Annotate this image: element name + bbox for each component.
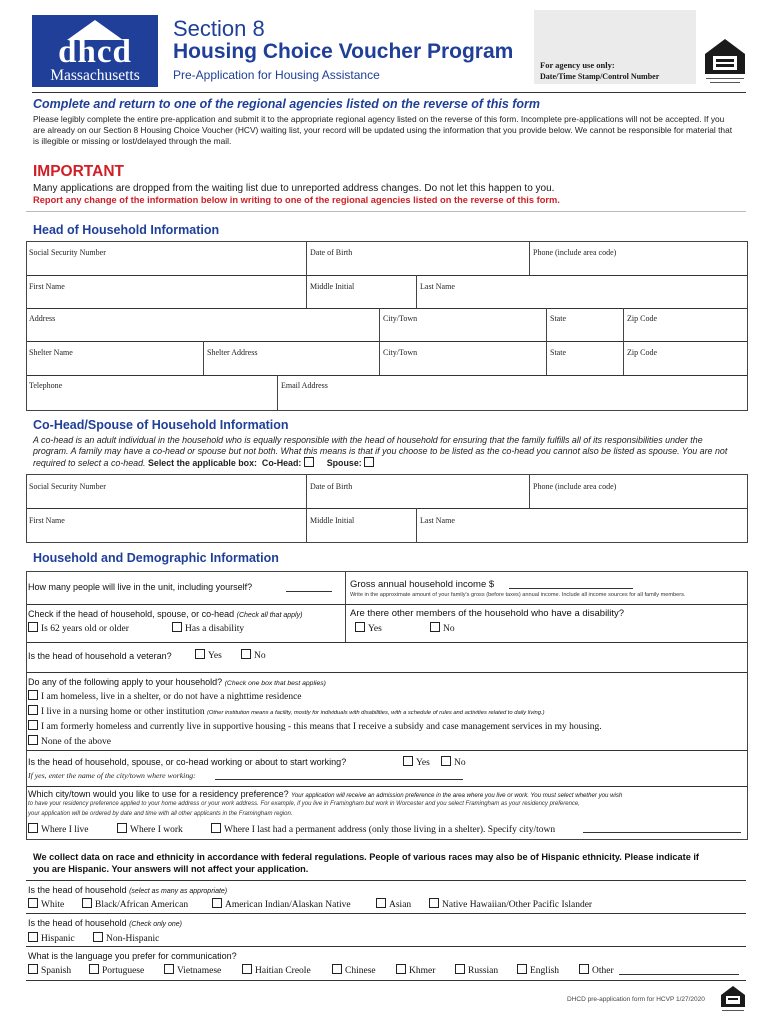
non-hispanic-option[interactable]: Non-Hispanic — [93, 932, 159, 944]
residency-note-3: your application will be ordered by date and time with all other applicants in the Framingham region. — [28, 811, 293, 817]
has-disability-option[interactable]: Has a disability — [172, 622, 244, 634]
last-name-field[interactable]: Last Name — [420, 282, 455, 291]
working-no[interactable]: No — [441, 756, 466, 768]
race-black-option[interactable]: Black/African American — [82, 898, 188, 910]
cohead-dob-field[interactable]: Date of Birth — [310, 482, 353, 491]
email-field[interactable]: Email Address — [281, 381, 328, 390]
language-english-checkbox[interactable] — [517, 964, 527, 974]
veteran-no[interactable]: No — [241, 649, 266, 661]
race-asian-checkbox[interactable] — [376, 898, 386, 908]
form-subtitle: Pre-Application for Housing Assistance — [173, 68, 380, 82]
residency-city-input[interactable] — [583, 832, 741, 833]
cohead-option-label: Co-Head: — [261, 458, 302, 468]
residency-last-option[interactable]: Where I last had a permanent address (only those living in a shelter). Specify city/town — [211, 823, 555, 835]
language-portuguese-option[interactable]: Portuguese — [89, 964, 144, 976]
cohead-last-name-field[interactable]: Last Name — [420, 516, 455, 525]
residency-work-checkbox[interactable] — [117, 823, 127, 833]
age-62-option[interactable]: Is 62 years old or older — [28, 622, 129, 634]
equal-housing-footer-icon — [720, 985, 746, 1015]
other-disability-yes-checkbox[interactable] — [355, 622, 365, 632]
zip-field[interactable]: Zip Code — [627, 314, 657, 323]
shelter-city-field[interactable]: City/Town — [383, 348, 418, 357]
non-hispanic-checkbox[interactable] — [93, 932, 103, 942]
middle-initial-field[interactable]: Middle Initial — [310, 282, 355, 291]
head-of-household-grid — [26, 241, 748, 411]
language-portuguese-checkbox[interactable] — [89, 964, 99, 974]
ssn-field[interactable]: Social Security Number — [29, 248, 106, 257]
language-russian-option[interactable]: Russian — [455, 964, 498, 976]
intro-text: Please legibly complete the entire pre-application and submit it to the appropriate regional agency listed on the reverse of this form. Incomplete pre-applications will not be accepted. If you are already on our Section 8 Housing Choice Voucher (HCV) waiting list, your record will be updated using the information that you provide below. We cannot be responsible for material that is illegible or missing or lost/delayed through the mail. — [33, 114, 733, 146]
language-question: What is the language you prefer for communication? — [28, 951, 237, 961]
agency-use-box — [534, 10, 696, 84]
race-native-option[interactable]: American Indian/Alaskan Native — [212, 898, 351, 910]
race-block-top — [26, 880, 746, 881]
language-haitian-creole-checkbox[interactable] — [242, 964, 252, 974]
none-checkbox[interactable] — [28, 735, 38, 745]
important-divider — [26, 211, 746, 212]
cohead-grid — [26, 474, 748, 543]
has-disability-checkbox[interactable] — [172, 622, 182, 632]
address-field[interactable]: Address — [29, 314, 56, 323]
working-city-input[interactable] — [215, 779, 463, 780]
working-question: Is the head of household, spouse, or co-head working or about to start working? — [28, 757, 347, 767]
head-conditions-question: Check if the head of household, spouse, or co-head (Check all that apply) — [28, 609, 303, 619]
working-yes-checkbox[interactable] — [403, 756, 413, 766]
homeless-option[interactable]: I am homeless, live in a shelter, or do not have a nighttime residence — [28, 690, 302, 702]
supportive-housing-checkbox[interactable] — [28, 720, 38, 730]
language-chinese-option[interactable]: Chinese — [332, 964, 376, 976]
language-other-checkbox[interactable] — [579, 964, 589, 974]
race-pacific-option[interactable]: Native Hawaiian/Other Pacific Islander — [429, 898, 592, 910]
race-asian-option[interactable]: Asian — [376, 898, 411, 910]
income-note: Write in the approximate amount of your family's gross (before taxes) annual income. Include all income sources for all family members. — [350, 592, 686, 598]
shelter-state-field[interactable]: State — [550, 348, 566, 357]
important-title: IMPORTANT — [33, 163, 124, 180]
race-question: Is the head of household (select as many as appropriate) — [28, 885, 228, 895]
income-question: Gross annual household income $ — [350, 579, 495, 590]
other-disability-question: Are there other members of the household who have a disability? — [350, 608, 625, 619]
language-haitian-creole-option[interactable]: Haitian Creole — [242, 964, 311, 976]
cohead-phone-field[interactable]: Phone (include area code) — [533, 482, 617, 491]
language-vietnamese-checkbox[interactable] — [164, 964, 174, 974]
people-count-input[interactable] — [286, 591, 332, 592]
cohead-text: A co-head is an adult individual in the household who is equally responsible with the head of household for ensuring that the family fulfills all of its responsibilities under the program. A family may have a co-head or spouse but not both. What this means is that if you choose to be listed as the co-head you cannot also be listed as spouse. You are not required to select a co-head. — [33, 435, 728, 468]
residency-question: Which city/town would you like to use for a residency preference? Your application will receive an admission preference in the area where you live or work. You must select whether you wish — [28, 789, 623, 799]
race-ethnicity-notice: We collect data on race and ethnicity in accordance with federal regulations. People of various races may also be of Hispanic ethnicity. Please indicate if you are Hispanic. Your answers will not affect your application. — [33, 852, 699, 874]
spouse-option-label: Spouse: — [326, 458, 362, 468]
none-option[interactable]: None of the above — [28, 735, 111, 747]
other-disability-no-checkbox[interactable] — [430, 622, 440, 632]
logo-massachusetts-text: Massachusetts — [50, 67, 140, 84]
spouse-checkbox[interactable] — [364, 457, 374, 467]
other-disability-yes[interactable]: Yes — [355, 622, 382, 634]
cohead-checkbox[interactable] — [304, 457, 314, 467]
hispanic-option[interactable]: Hispanic — [28, 932, 75, 944]
language-khmer-option[interactable]: Khmer — [396, 964, 435, 976]
language-other-option[interactable]: Other — [579, 964, 614, 976]
household-situation-question: Do any of the following apply to your household? (Check one box that best applies) — [28, 677, 326, 687]
cohead-section-title: Co-Head/Spouse of Household Information — [33, 418, 289, 432]
race-white-option[interactable]: White — [28, 898, 64, 910]
language-vietnamese-option[interactable]: Vietnamese — [164, 964, 221, 976]
agency-use-sublabel: Date/Time Stamp/Control Number — [540, 72, 660, 81]
supportive-housing-option[interactable]: I am formerly homeless and currently live in supportive housing - this means that I receive a subsidy and case management services in my housing. — [28, 720, 602, 732]
veteran-question: Is the head of household a veteran? — [28, 651, 172, 661]
language-spanish-option[interactable]: Spanish — [28, 964, 71, 976]
working-no-checkbox[interactable] — [441, 756, 451, 766]
residency-live-checkbox[interactable] — [28, 823, 38, 833]
program-title: Housing Choice Voucher Program — [173, 40, 514, 63]
race-black-checkbox[interactable] — [82, 898, 92, 908]
important-line1: Many applications are dropped from the waiting list due to unreported address changes. Do not let this happen to you. — [33, 183, 555, 194]
language-chinese-checkbox[interactable] — [332, 964, 342, 974]
cohead-description — [33, 435, 733, 469]
shelter-address-field[interactable]: Shelter Address — [207, 348, 258, 357]
phone-field[interactable]: Phone (include area code) — [533, 248, 617, 257]
residency-last-checkbox[interactable] — [211, 823, 221, 833]
language-khmer-checkbox[interactable] — [396, 964, 406, 974]
language-english-option[interactable]: English — [517, 964, 559, 976]
veteran-no-checkbox[interactable] — [241, 649, 251, 659]
race-native-checkbox[interactable] — [212, 898, 222, 908]
language-other-input[interactable] — [619, 974, 739, 975]
institution-option[interactable]: I live in a nursing home or other institution (Other institution means a facility, mostly for individuals with disabilities, with a schedule of rules and activities related to daily living.) — [28, 705, 545, 717]
working-yes[interactable]: Yes — [403, 756, 430, 768]
veteran-yes-checkbox[interactable] — [195, 649, 205, 659]
language-spanish-checkbox[interactable] — [28, 964, 38, 974]
people-count-question: How many people will live in the unit, including yourself? — [28, 582, 253, 592]
section-label: Section 8 — [173, 16, 265, 41]
form-footer-note: DHCD pre-application form for HCVP 1/27/2020 — [567, 996, 705, 1003]
state-field[interactable]: State — [550, 314, 566, 323]
telephone-field[interactable]: Telephone — [29, 381, 63, 390]
agency-use-label: For agency use only: — [540, 60, 615, 70]
first-name-field[interactable]: First Name — [29, 282, 65, 291]
equal-housing-icon — [704, 38, 746, 86]
cohead-select-label: Select the applicable box: — [147, 458, 257, 468]
age-62-checkbox[interactable] — [28, 622, 38, 632]
logo-dhcd-text: dhcd — [58, 34, 132, 70]
income-input[interactable] — [509, 588, 633, 589]
ethnicity-question: Is the head of household (Check only one) — [28, 918, 183, 928]
dhcd-logo — [32, 15, 158, 87]
residency-note-2: to have your residency preference applied to your home address or your work address. For example, if you live in Framingham but work in Worcester and you select Framingham as your residency preference, — [28, 801, 580, 807]
working-city-note: If yes, enter the name of the city/town where working: — [28, 771, 196, 780]
language-russian-checkbox[interactable] — [455, 964, 465, 974]
cohead-ssn-field[interactable]: Social Security Number — [29, 482, 106, 491]
intro-heading: Complete and return to one of the regional agencies listed on the reverse of this form — [33, 97, 541, 111]
demographic-section-title: Household and Demographic Information — [33, 551, 279, 565]
veteran-yes[interactable]: Yes — [195, 649, 222, 661]
homeless-checkbox[interactable] — [28, 690, 38, 700]
cohead-first-name-field[interactable]: First Name — [29, 516, 65, 525]
cohead-middle-initial-field[interactable]: Middle Initial — [310, 516, 355, 525]
dob-field[interactable]: Date of Birth — [310, 248, 353, 257]
head-section-title: Head of Household Information — [33, 223, 220, 237]
shelter-name-field[interactable]: Shelter Name — [29, 348, 73, 357]
shelter-zip-field[interactable]: Zip Code — [627, 348, 657, 357]
race-pacific-checkbox[interactable] — [429, 898, 439, 908]
city-field[interactable]: City/Town — [383, 314, 418, 323]
header-divider — [32, 92, 746, 93]
other-disability-no[interactable]: No — [430, 622, 455, 634]
race-white-checkbox[interactable] — [28, 898, 38, 908]
residency-live-option[interactable]: Where I live — [28, 823, 88, 835]
important-line2: Report any change of the information below in writing to one of the regional agencies listed on the reverse of this form. — [33, 195, 560, 205]
residency-work-option[interactable]: Where I work — [117, 823, 183, 835]
hispanic-checkbox[interactable] — [28, 932, 38, 942]
institution-checkbox[interactable] — [28, 705, 38, 715]
